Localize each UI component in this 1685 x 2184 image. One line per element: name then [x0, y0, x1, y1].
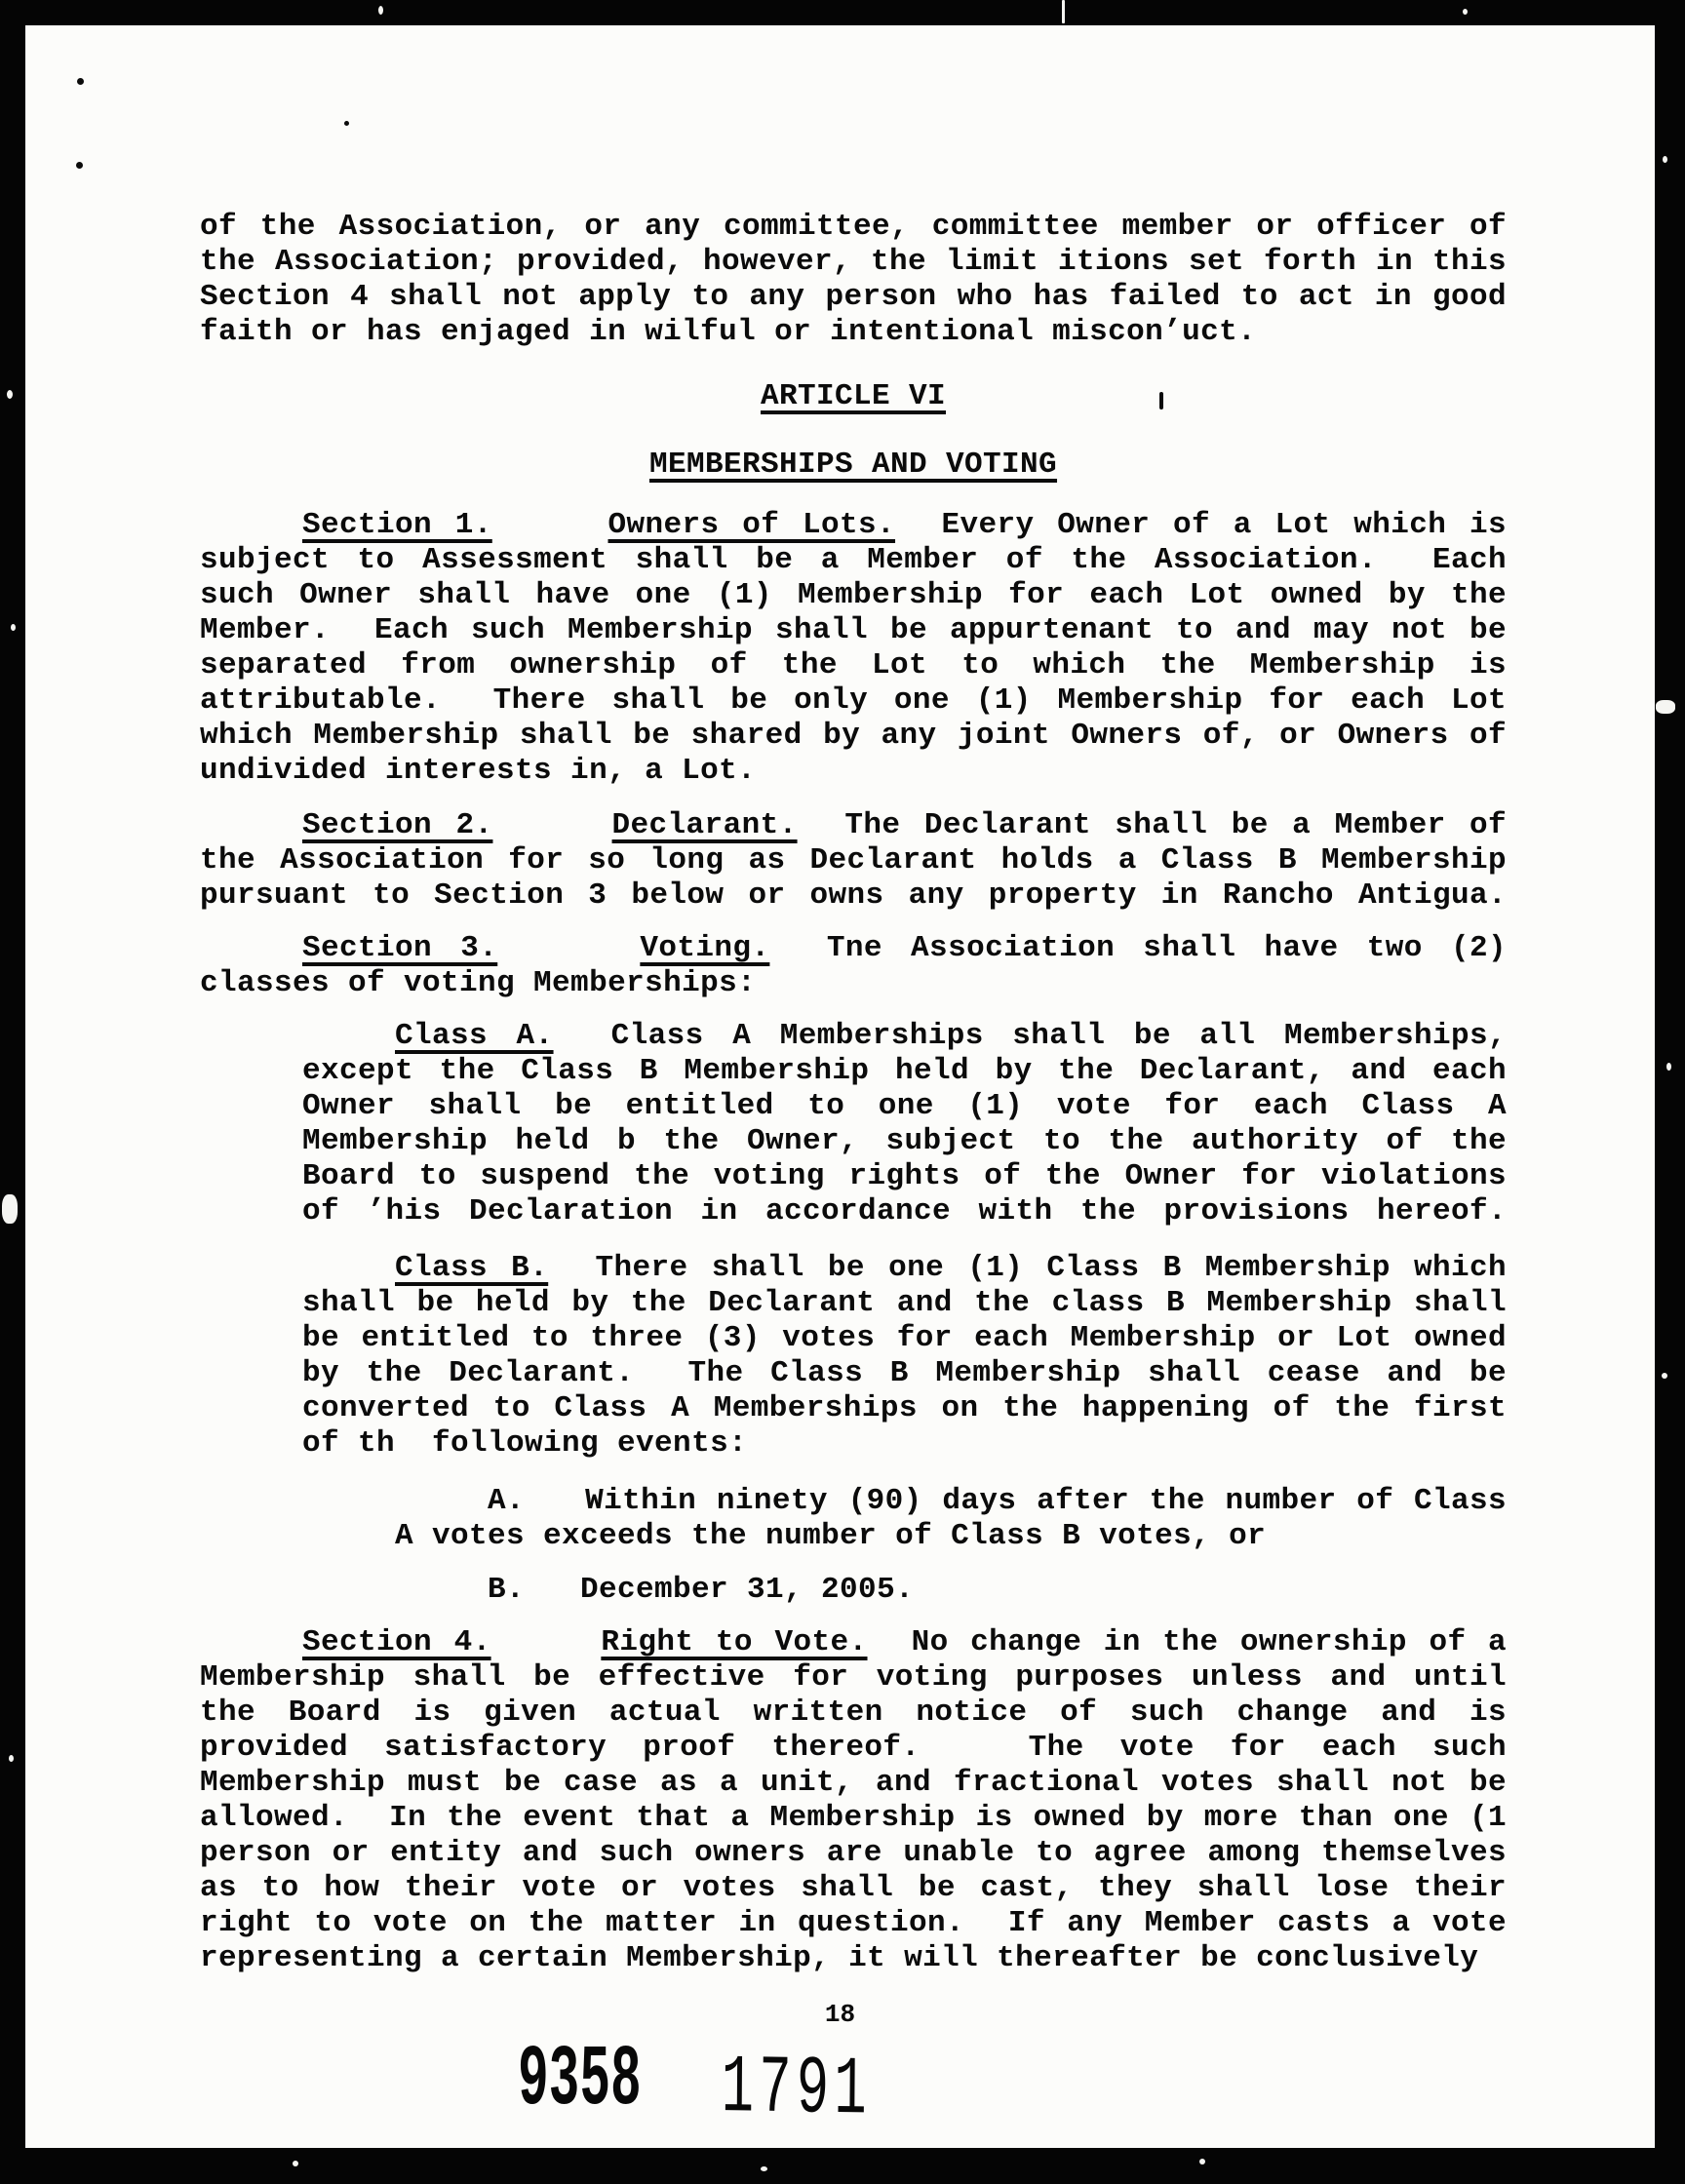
text-line [302, 1054, 1507, 1089]
border-noise [1199, 2159, 1205, 2164]
paper-sheet [25, 25, 1655, 2148]
underlined-heading-text: ARTICLE VI [760, 379, 947, 413]
item-b [200, 1573, 1507, 1608]
text-line [200, 315, 1507, 350]
text-segment: Owner shall be entitled to one (1) vote for each Class A [302, 1089, 1507, 1123]
section-2 [200, 808, 1507, 914]
text-line [302, 1089, 1507, 1124]
scan-border-left [0, 0, 25, 2184]
text-line [488, 1484, 1507, 1519]
text-segment: Membership must be case as a unit, and fractional votes shall not be [200, 1766, 1507, 1800]
text-line [488, 1573, 1507, 1608]
text-segment: Board to suspend the voting rights of the Owner for violations [302, 1159, 1507, 1193]
underlined-heading-text: Section 2. [302, 808, 493, 842]
text-line [200, 843, 1507, 878]
text-line [200, 379, 1507, 414]
text-segment: subject to Assessment shall be a Member of the Association. Each [200, 543, 1507, 577]
text-segment: of the Association, or any committee, committee member or officer of [200, 210, 1507, 244]
border-noise [7, 390, 13, 399]
text-segment: There shall be one (1) Class B Membership which [548, 1251, 1507, 1285]
text-segment: the Board is given actual written notice of such change and is [200, 1696, 1507, 1730]
text-segment: faith or has enjaged in wilful or intentional miscon’uct. [200, 315, 1257, 349]
article-heading [200, 379, 1507, 414]
text-segment: representing a certain Membership, it will thereafter be conclusively [200, 1941, 1479, 1975]
border-noise [761, 2166, 767, 2171]
article-subheading [200, 448, 1507, 483]
text-line [200, 719, 1507, 754]
text-line [200, 1731, 1507, 1766]
text-line [302, 931, 1507, 966]
text-segment: Membership shall be effective for voting purposes unless and until [200, 1660, 1507, 1695]
text-line [302, 1426, 1507, 1462]
text-segment [492, 508, 608, 542]
text-line [200, 1660, 1507, 1696]
text-segment [491, 1625, 602, 1659]
text-segment: right to vote on the matter in question. If any Member casts a vote [200, 1906, 1507, 1940]
underlined-heading-text: Class B. [395, 1251, 549, 1285]
text-line [200, 1941, 1507, 1976]
text-line [200, 280, 1507, 315]
text-segment: undivided interests in, a Lot. [200, 754, 757, 788]
document-body [25, 25, 1655, 1976]
border-noise [378, 6, 383, 15]
border-noise [1663, 156, 1667, 163]
stamp-number-left: 9358 [518, 2033, 642, 2129]
text-line [302, 1124, 1507, 1159]
text-line [302, 1356, 1507, 1391]
text-line [302, 1625, 1507, 1660]
scan-speckle [76, 162, 83, 169]
text-line [302, 1321, 1507, 1356]
stamp-row [25, 2033, 1655, 2138]
text-line [200, 1906, 1507, 1941]
text-segment: such Owner shall have one (1) Membership for each Lot owned by the [200, 578, 1507, 612]
text-line [200, 448, 1507, 483]
border-noise [9, 1755, 14, 1762]
text-segment: provided satisfactory proof thereof. The vote for each such [200, 1731, 1507, 1765]
text-line [302, 1286, 1507, 1321]
border-noise [1062, 0, 1065, 23]
section-4 [200, 1625, 1507, 1976]
border-noise [11, 624, 16, 631]
scan-speckle [1159, 392, 1163, 410]
text-line [200, 578, 1507, 613]
text-segment: A. Within ninety (90) days after the number of Class [488, 1484, 1507, 1518]
text-segment [497, 931, 640, 965]
class-a [200, 1019, 1507, 1229]
text-line [395, 1519, 1507, 1554]
text-segment: the Association for so long as Declarant holds a Class B Membership [200, 843, 1507, 878]
section-1 [200, 508, 1507, 789]
text-segment: classes of voting Memberships: [200, 966, 757, 1000]
text-segment: be entitled to three (3) votes for each Membership or Lot owned [302, 1321, 1507, 1355]
text-line [200, 1836, 1507, 1871]
underlined-heading-text: Declarant. [611, 808, 798, 842]
text-segment: Tne Association shall have two (2) [769, 931, 1508, 965]
underlined-heading-text: Owners of Lots. [607, 508, 896, 542]
text-segment: of th following events: [302, 1426, 748, 1461]
underlined-heading-text: Section 4. [302, 1625, 491, 1659]
class-b [200, 1251, 1507, 1462]
border-noise [293, 2161, 298, 2166]
text-line [200, 966, 1507, 1001]
scan-speckle [344, 121, 349, 126]
underlined-heading-text: Voting. [640, 931, 770, 965]
border-noise [1662, 1373, 1667, 1379]
text-line [395, 1251, 1507, 1286]
underlined-heading-text: MEMBERSHIPS AND VOTING [648, 448, 1058, 482]
text-segment: B. December 31, 2005. [488, 1573, 915, 1607]
section-3 [200, 931, 1507, 1001]
text-line [200, 1766, 1507, 1801]
text-segment [492, 808, 611, 842]
text-segment: which Membership shall be shared by any joint Owners of, or Owners of [200, 719, 1507, 753]
text-segment: A votes exceeds the number of Class B votes, or [395, 1519, 1267, 1553]
text-segment: as to how their vote or votes shall be cast, they shall lose their [200, 1871, 1507, 1905]
text-segment: Class A Memberships shall be all Memberships, [553, 1019, 1507, 1053]
text-line [200, 543, 1507, 578]
border-noise [1463, 9, 1468, 15]
scan-border-top [0, 0, 1685, 25]
text-segment: Every Owner of a Lot which is [895, 508, 1508, 542]
text-segment: No change in the ownership of a [867, 1625, 1508, 1659]
text-segment: Member. Each such Membership shall be appurtenant to and may not be [200, 613, 1507, 647]
underlined-heading-text: Section 1. [302, 508, 492, 542]
text-line [302, 1391, 1507, 1426]
text-line [302, 1194, 1507, 1229]
text-line [200, 648, 1507, 683]
text-line [302, 808, 1507, 843]
text-segment: attributable. There shall be only one (1) Membership for each Lot [200, 683, 1507, 718]
border-noise [2, 1194, 18, 1224]
underlined-heading-text: Right to Vote. [601, 1625, 868, 1659]
text-segment: pursuant to Section 3 below or owns any property in Rancho Antigua. [200, 878, 1507, 913]
underlined-heading-text: Section 3. [302, 931, 498, 965]
underlined-heading-text: Class A. [395, 1019, 554, 1053]
border-noise [1666, 1063, 1671, 1071]
item-a [200, 1484, 1507, 1554]
text-line [200, 613, 1507, 648]
text-line [200, 210, 1507, 245]
text-segment: separated from ownership of the Lot to which the Membership is [200, 648, 1507, 682]
text-line [200, 1801, 1507, 1836]
text-segment: Membership held b the Owner, subject to the authority of the [302, 1124, 1507, 1158]
intro-paragraph [200, 210, 1507, 350]
text-segment: converted to Class A Memberships on the happening of the first [302, 1391, 1507, 1425]
text-segment: shall be held by the Declarant and the class B Membership shall [302, 1286, 1507, 1320]
text-segment: the Association; provided, however, the limit itions set forth in this [200, 245, 1507, 279]
text-line [302, 508, 1507, 543]
text-line [200, 683, 1507, 719]
text-segment: of ’his Declaration in accordance with the provisions hereof. [302, 1194, 1507, 1228]
text-segment: Section 4 shall not apply to any person who has failed to act in good [200, 280, 1507, 314]
stamp-number-right: 1791 [721, 2043, 873, 2138]
text-line [200, 1871, 1507, 1906]
text-segment: except the Class B Membership held by the Declarant, and each [302, 1054, 1507, 1088]
text-line [200, 878, 1507, 914]
scan-border-bottom [0, 2148, 1685, 2184]
scan-speckle [77, 78, 84, 85]
border-noise [1656, 700, 1675, 714]
text-line [302, 1159, 1507, 1194]
text-line [395, 1019, 1507, 1054]
page-number: 18 [824, 2000, 856, 2029]
text-segment: by the Declarant. The Class B Membership shall cease and be [302, 1356, 1507, 1390]
text-line [200, 245, 1507, 280]
text-segment: person or entity and such owners are unable to agree among themselves [200, 1836, 1507, 1870]
text-line [200, 754, 1507, 789]
text-segment: The Declarant shall be a Member of [797, 808, 1508, 842]
text-line [200, 1696, 1507, 1731]
scan-border-right [1655, 0, 1685, 2184]
text-segment: allowed. In the event that a Membership is owned by more than one (1 [200, 1801, 1507, 1835]
